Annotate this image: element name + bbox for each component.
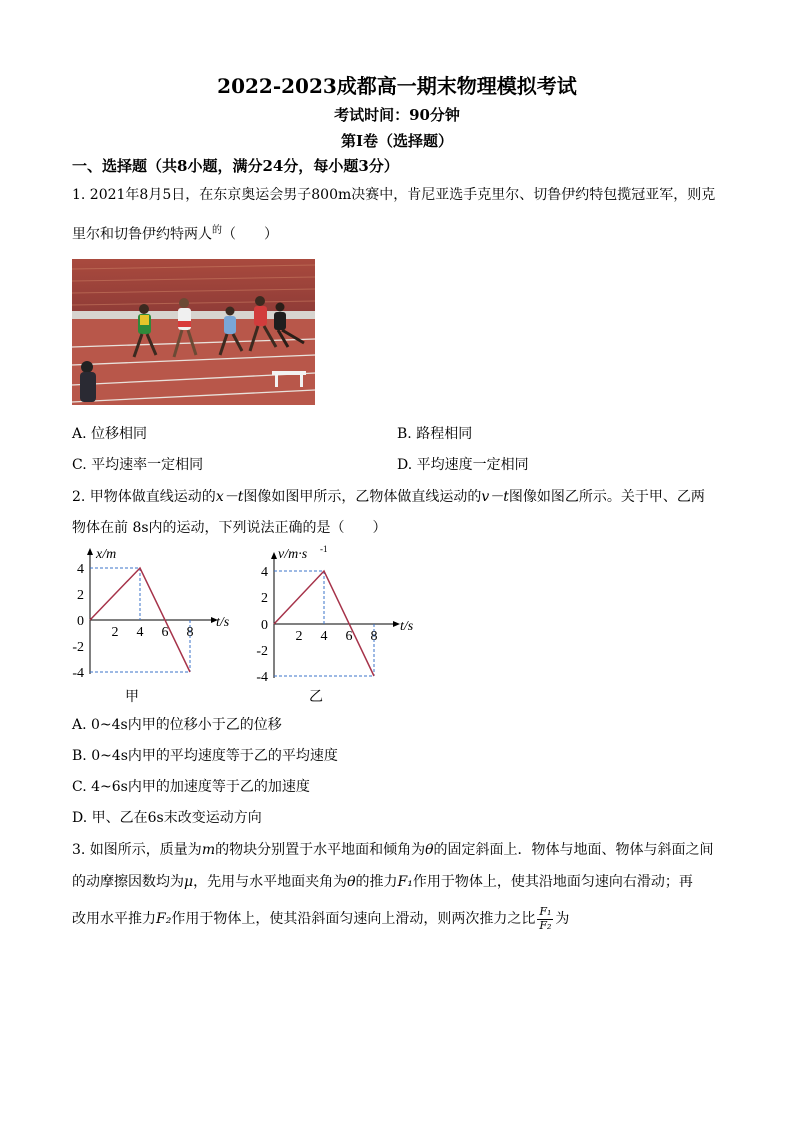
graph-jia-ytick-2: 2 [77, 588, 84, 603]
q3-line2-text-c: 的推力 [355, 874, 398, 890]
q1-line2-text: 里尔和切鲁伊约特两人 [72, 226, 212, 243]
q3-ratio-numerator: F₁ [539, 905, 552, 918]
graph-yi-xtick-2: 2 [295, 629, 303, 644]
q2-option-c[interactable]: C. 4~6s内甲的加速度等于乙的加速度 [72, 779, 310, 795]
graph-jia-xlabel: t/s [216, 615, 230, 630]
graph-jia-ylabel: x/m [96, 547, 117, 562]
graph-jia-ytick-neg2: -2 [72, 640, 84, 655]
q3-line2-text-b: ，先用与水平地面夹角为 [193, 874, 348, 890]
q2-vt-symbol: v－t [481, 489, 509, 505]
q2-text-b: 图像如图甲所示，乙物体做直线运动的 [243, 489, 482, 505]
q3-f1-symbol: F₁ [397, 874, 413, 890]
q3-line3 [72, 906, 569, 932]
q3-line3-text-c: 为 [555, 911, 570, 928]
q3-ratio-denominator: F₂ [539, 918, 552, 932]
race-photo [72, 259, 315, 405]
graph-yi-xtick-4: 4 [320, 629, 328, 644]
volume-heading: 第Ⅰ卷（选择题） [340, 132, 454, 150]
graph-yi-xtick-8: 8 [370, 629, 378, 644]
q1-line1: 1. 2021年8月5日，在东京奥运会男子800m决赛中，肯尼亚选手克里尔、切鲁伊约特包揽冠亚军，则克 [72, 187, 716, 203]
q2-option-d[interactable]: D. 甲、乙在6s末改变运动方向 [72, 810, 262, 826]
graph-jia-ytick-neg4: -4 [72, 666, 84, 681]
q3-mass-symbol: m [201, 842, 216, 858]
q1-option-b[interactable]: B. 路程相同 [397, 426, 473, 442]
graph-yi-xlabel: t/s [400, 619, 414, 634]
page-title: 2022-2023成都高一期末物理模拟考试 [217, 74, 577, 98]
q2-line1 [72, 486, 705, 506]
q3-text-b: 的物块分别置于水平地面和倾角为 [215, 842, 426, 858]
graph-jia-xtick-6: 6 [161, 625, 169, 640]
q3-f2-symbol: F₂ [156, 911, 172, 928]
q1-option-d[interactable]: D. 平均速度一定相同 [397, 457, 529, 473]
q3-line2 [72, 871, 693, 891]
graph-yi-xtick-6: 6 [345, 629, 353, 644]
graph-jia-xtick-8: 8 [186, 625, 194, 640]
q3-theta-symbol: θ [425, 842, 434, 858]
q1-option-a[interactable]: A. 位移相同 [72, 426, 148, 442]
graph-jia-ytick-4: 4 [77, 562, 84, 577]
graph-yi-ytick-4: 4 [261, 565, 268, 580]
q3-line2-text-d: 作用于物体上，使其沿地面匀速向右滑动；再 [412, 874, 693, 890]
graph-yi-ytick-neg4: -4 [256, 670, 268, 685]
graph-yi-y-arrow [271, 552, 277, 559]
q2-text-c: 图像如图乙所示。关于甲、乙两 [508, 489, 705, 505]
graph-jia-xtick-4: 4 [136, 625, 144, 640]
q1-bracket: （ ） [222, 226, 278, 243]
graph-jia-xtick-2: 2 [111, 625, 119, 640]
q3-line3-text-b: 作用于物体上，使其沿斜面匀速向上滑动，则两次推力之比 [171, 911, 536, 928]
section-heading: 一、选择题（共8小题，满分24分，每小题3分） [72, 157, 399, 175]
q3-ratio-fraction [537, 906, 553, 932]
q2-option-b[interactable]: B. 0~4s内甲的平均速度等于乙的平均速度 [72, 748, 338, 764]
q3-text-a: 3. 如图所示，质量为 [72, 842, 202, 858]
q2-xt-symbol: x－t [215, 489, 244, 505]
q1-superscript: 的 [212, 225, 222, 236]
q3-mu-symbol: μ [184, 874, 194, 890]
graph-jia-ytick-0: 0 [77, 614, 84, 629]
q2-line2: 物体在前 8s内的运动，下列说法正确的是（ ） [72, 520, 387, 536]
graph-yi-x-arrow [393, 621, 400, 627]
q3-line1 [72, 839, 714, 859]
exam-time: 考试时间：90分钟 [334, 106, 460, 124]
q3-line2-text-a: 的动摩擦因数均为 [72, 874, 184, 890]
graph-yi [250, 544, 425, 706]
graph-yi-ytick-0: 0 [261, 618, 268, 633]
q3-text-c: 的固定斜面上．物体与地面、物体与斜面之间 [433, 842, 714, 858]
q3-line3-text-a: 改用水平推力 [72, 911, 156, 928]
graph-yi-ylabel: v/m·s [278, 547, 308, 562]
graph-yi-ytick-2: 2 [261, 591, 268, 606]
q2-text-a: 2. 甲物体做直线运动的 [72, 489, 216, 505]
graph-yi-caption: 乙 [309, 690, 323, 705]
q1-line2 [72, 221, 278, 244]
graph-yi-ytick-neg2: -2 [256, 644, 268, 659]
q1-option-c[interactable]: C. 平均速率一定相同 [72, 457, 204, 473]
graph-jia-caption: 甲 [125, 690, 139, 705]
q2-option-a[interactable]: A. 0~4s内甲的位移小于乙的位移 [72, 717, 282, 733]
graph-yi-ylabel-superscript: -1 [320, 544, 328, 554]
graph-jia-y-arrow [87, 548, 93, 555]
graph-jia [72, 544, 232, 706]
q3-theta-symbol-2: θ [347, 874, 356, 890]
